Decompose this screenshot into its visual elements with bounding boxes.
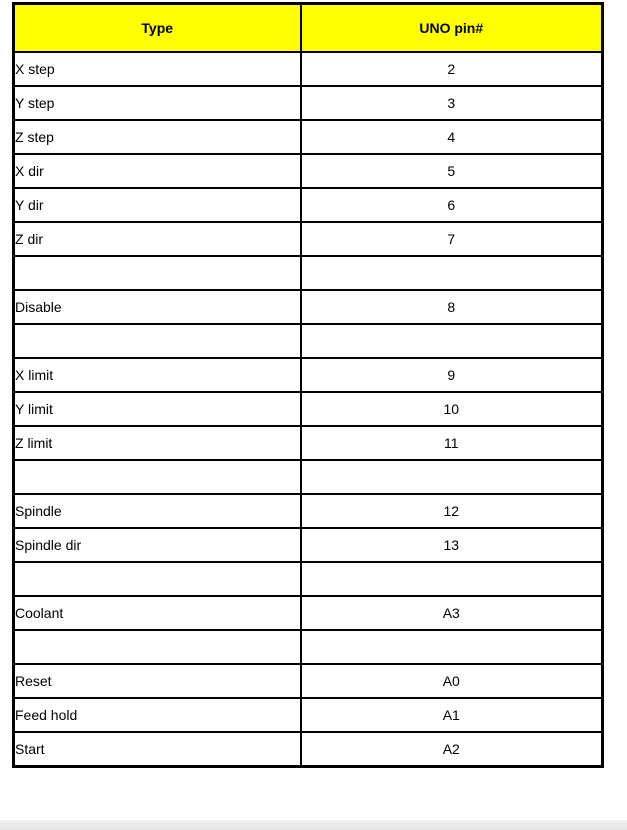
table-row bbox=[14, 392, 603, 426]
type-cell: X step bbox=[14, 52, 301, 86]
bottom-edge-strip bbox=[0, 820, 627, 830]
type-cell: Y dir bbox=[14, 188, 301, 222]
type-cell: Y step bbox=[14, 86, 301, 120]
table-row bbox=[14, 154, 603, 188]
table-row bbox=[14, 460, 603, 494]
type-cell: Y limit bbox=[14, 392, 301, 426]
pin-cell: A1 bbox=[301, 698, 603, 732]
table-header-row bbox=[14, 4, 603, 53]
pin-cell: 6 bbox=[301, 188, 603, 222]
pin-cell: 4 bbox=[301, 120, 603, 154]
pin-cell bbox=[301, 324, 603, 358]
column-header-uno-pin: UNO pin# bbox=[301, 4, 603, 53]
pin-cell: 12 bbox=[301, 494, 603, 528]
pin-cell: 13 bbox=[301, 528, 603, 562]
table-row bbox=[14, 324, 603, 358]
type-cell bbox=[14, 562, 301, 596]
pin-cell bbox=[301, 256, 603, 290]
table-row bbox=[14, 630, 603, 664]
type-cell bbox=[14, 324, 301, 358]
type-cell: Disable bbox=[14, 290, 301, 324]
table-row bbox=[14, 290, 603, 324]
pin-cell bbox=[301, 460, 603, 494]
type-cell: Z step bbox=[14, 120, 301, 154]
type-cell: Spindle bbox=[14, 494, 301, 528]
pin-cell: 7 bbox=[301, 222, 603, 256]
pin-cell bbox=[301, 630, 603, 664]
table-row bbox=[14, 222, 603, 256]
type-cell: Spindle dir bbox=[14, 528, 301, 562]
table-row bbox=[14, 732, 603, 767]
pin-cell bbox=[301, 562, 603, 596]
pin-mapping-table bbox=[12, 2, 604, 768]
pin-cell: 3 bbox=[301, 86, 603, 120]
pin-cell: 5 bbox=[301, 154, 603, 188]
pin-cell: 9 bbox=[301, 358, 603, 392]
table-row bbox=[14, 188, 603, 222]
type-cell bbox=[14, 256, 301, 290]
column-header-type: Type bbox=[14, 4, 301, 53]
type-cell: Start bbox=[14, 732, 301, 767]
table-row bbox=[14, 664, 603, 698]
table-row bbox=[14, 426, 603, 460]
table-row bbox=[14, 562, 603, 596]
type-cell: Reset bbox=[14, 664, 301, 698]
type-cell: Feed hold bbox=[14, 698, 301, 732]
table-row bbox=[14, 358, 603, 392]
type-cell bbox=[14, 630, 301, 664]
table-row bbox=[14, 52, 603, 86]
pin-cell: 11 bbox=[301, 426, 603, 460]
type-cell: Z dir bbox=[14, 222, 301, 256]
type-cell: X limit bbox=[14, 358, 301, 392]
pin-cell: A3 bbox=[301, 596, 603, 630]
pin-cell: 8 bbox=[301, 290, 603, 324]
pin-cell: 2 bbox=[301, 52, 603, 86]
pin-cell: A0 bbox=[301, 664, 603, 698]
type-cell: Z limit bbox=[14, 426, 301, 460]
type-cell: Coolant bbox=[14, 596, 301, 630]
pin-cell: A2 bbox=[301, 732, 603, 767]
table-row bbox=[14, 596, 603, 630]
type-cell bbox=[14, 460, 301, 494]
table-row bbox=[14, 494, 603, 528]
table-row bbox=[14, 86, 603, 120]
table-row bbox=[14, 120, 603, 154]
pin-cell: 10 bbox=[301, 392, 603, 426]
type-cell: X dir bbox=[14, 154, 301, 188]
table-row bbox=[14, 256, 603, 290]
table-row bbox=[14, 698, 603, 732]
table-row bbox=[14, 528, 603, 562]
